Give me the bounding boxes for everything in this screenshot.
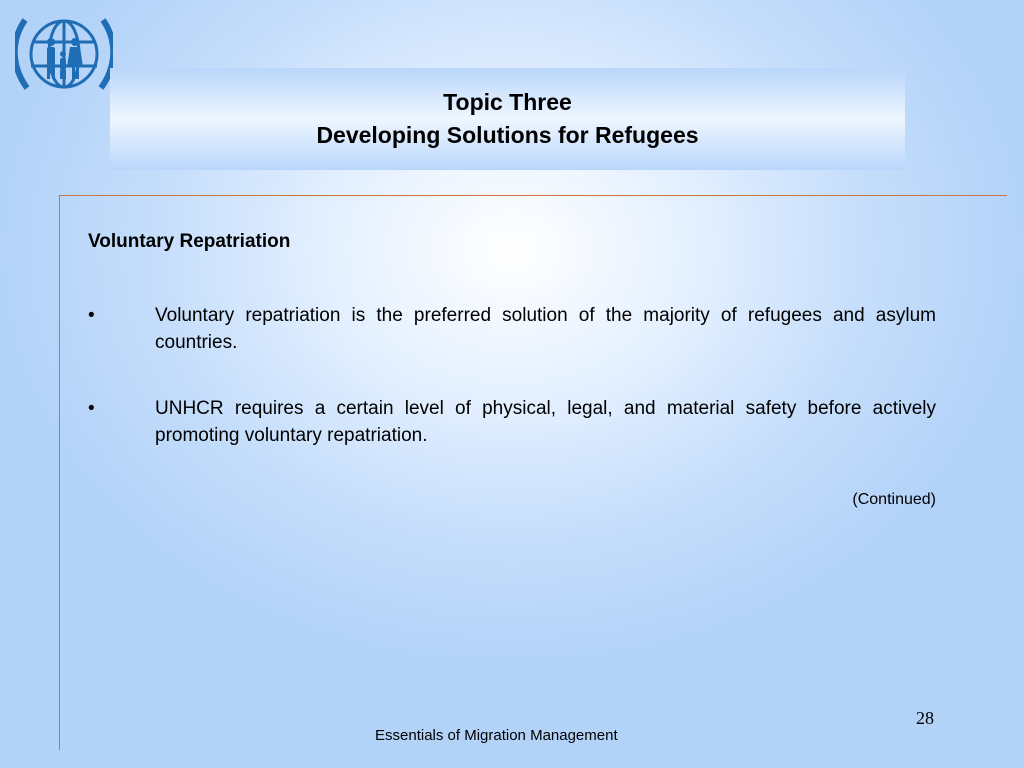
- continued-note: (Continued): [852, 491, 936, 508]
- bullet-text: Voluntary repatriation is the preferred solution of the majority of refugees and asylum countries.: [155, 305, 936, 353]
- footer-text: Essentials of Migration Management: [375, 727, 618, 744]
- slide-topic: Topic Three: [443, 89, 572, 115]
- iom-logo-icon: [15, 12, 113, 94]
- title-banner: [110, 68, 905, 170]
- bullet-marker: •: [88, 398, 95, 419]
- bullet-text: UNHCR requires a certain level of physical, legal, and material safety before actively promoting voluntary repatriation.: [155, 398, 936, 446]
- section-heading: Voluntary Repatriation: [88, 231, 291, 252]
- slide-title: Developing Solutions for Refugees: [316, 122, 699, 148]
- page-number: 28: [916, 708, 934, 728]
- horizontal-divider: [59, 195, 1007, 196]
- bullet-marker: •: [88, 305, 95, 326]
- bullet-list: [88, 302, 936, 488]
- vertical-divider: [59, 195, 60, 750]
- bullet-item: [88, 302, 936, 356]
- bullet-item: [88, 395, 936, 449]
